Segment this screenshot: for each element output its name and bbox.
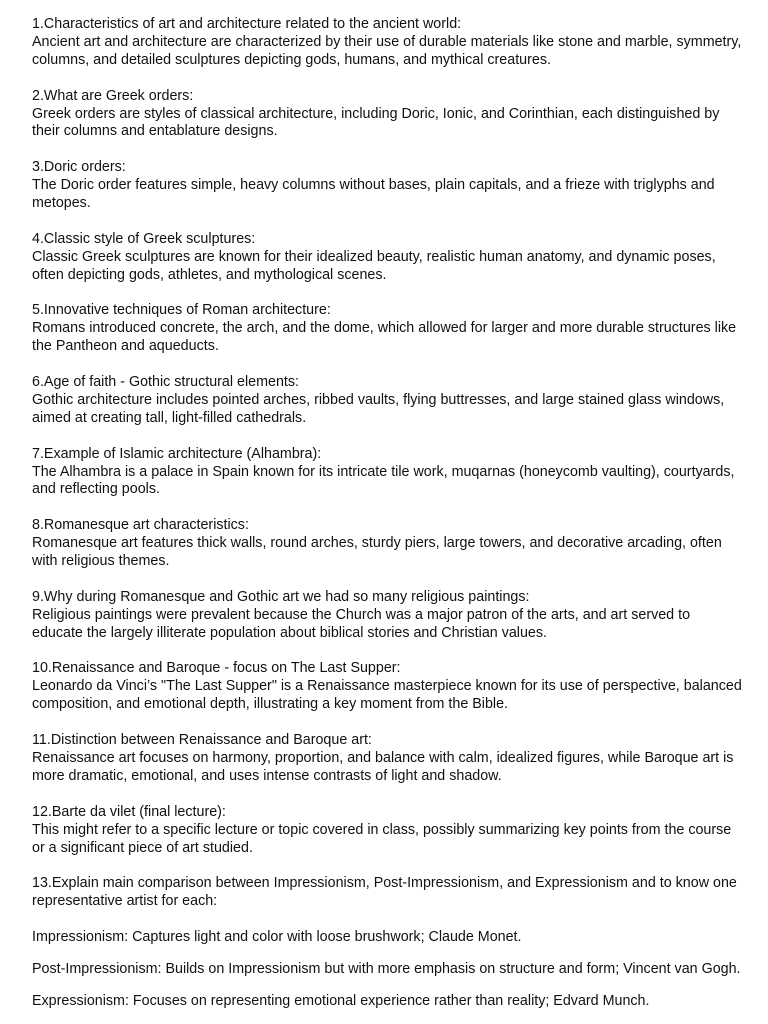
section-13 bbox=[32, 875, 744, 1011]
answer-11: Renaissance art focuses on harmony, proportion, and balance with calm, idealized figures, while Baroque art is more dramatic, emotional, and uses intense contrasts of light and shadow. bbox=[32, 750, 734, 784]
section-1 bbox=[32, 16, 744, 70]
answer-9: Religious paintings were prevalent because the Church was a major patron of the arts, and art served to educate the largely illiterate population about biblical stories and Christian values. bbox=[32, 606, 691, 641]
answer-3: The Doric order features simple, heavy columns without bases, plain capitals, and a frieze with triglyphs and metopes. bbox=[32, 177, 715, 212]
answer-12: This might refer to a specific lecture or topic covered in class, possibly summarizing key points from the course or a significant piece of art studied. bbox=[32, 821, 732, 856]
question-2: 2.What are Greek orders: bbox=[32, 87, 194, 104]
question-12: 12.Barte da vilet (final lecture): bbox=[32, 803, 226, 820]
expressionism-item: Expressionism: Focuses on representing emotional experience rather than reality; Edvard Munch. bbox=[32, 993, 650, 1010]
section-8 bbox=[32, 517, 744, 571]
question-10: 10.Renaissance and Baroque - focus on The Last Supper: bbox=[32, 660, 401, 677]
answer-4: Classic Greek sculptures are known for their idealized beauty, realistic human anatomy, and dynamic poses, often depicting gods, athletes, and mythological scenes. bbox=[32, 248, 716, 283]
question-4: 4.Classic style of Greek sculptures: bbox=[32, 230, 256, 247]
question-3: 3.Doric orders: bbox=[32, 159, 126, 176]
answer-6: Gothic architecture includes pointed arches, ribbed vaults, flying buttresses, and large stained glass windows, aimed at creating tall, light-filled cathedrals. bbox=[32, 391, 725, 426]
section-10 bbox=[32, 660, 744, 714]
question-9: 9.Why during Romanesque and Gothic art we had so many religious paintings: bbox=[32, 588, 530, 605]
section-5 bbox=[32, 302, 744, 356]
answer-10: Leonardo da Vinci’s "The Last Supper" is a Renaissance masterpiece known for its use of perspective, balanced composition, and emotional depth, illustrating a key moment from the Bible. bbox=[32, 678, 742, 713]
answer-2: Greek orders are styles of classical architecture, including Doric, Ionic, and Corinthian, each distinguished by their columns and entablature designs. bbox=[32, 105, 720, 140]
section-9 bbox=[32, 589, 744, 643]
question-13: 13.Explain main comparison between Impressionism, Post-Impressionism, and Expressionism and to know one representative artist for each: bbox=[32, 875, 737, 910]
answer-7: The Alhambra is a palace in Spain known for its intricate tile work, muqarnas (honeycomb vaulting), courtyards, and reflecting pools. bbox=[32, 463, 735, 498]
answer-8: Romanesque art features thick walls, round arches, sturdy piers, large towers, and decorative arcading, often with religious themes. bbox=[32, 535, 722, 570]
section-2 bbox=[32, 88, 744, 142]
section-11 bbox=[32, 732, 744, 786]
question-8: 8.Romanesque art characteristics: bbox=[32, 517, 249, 534]
question-1: 1.Characteristics of art and architecture related to the ancient world: bbox=[32, 16, 462, 32]
section-4 bbox=[32, 231, 744, 285]
section-12 bbox=[32, 804, 744, 858]
section-7 bbox=[32, 446, 744, 500]
post-impressionism-item: Post-Impressionism: Builds on Impressionism but with more emphasis on structure and form; Vincent van Gogh. bbox=[32, 961, 741, 978]
section-3 bbox=[32, 159, 744, 213]
question-5: 5.Innovative techniques of Roman architecture: bbox=[32, 302, 331, 319]
question-6: 6.Age of faith - Gothic structural elements: bbox=[32, 374, 299, 391]
question-7: 7.Example of Islamic architecture (Alhambra): bbox=[32, 445, 322, 462]
impressionism-item: Impressionism: Captures light and color with loose brushwork; Claude Monet. bbox=[32, 929, 522, 946]
answer-1: Ancient art and architecture are characterized by their use of durable materials like stone and marble, symmetry, columns, and detailed sculptures depicting gods, humans, and mythical creatures. bbox=[32, 33, 742, 68]
answer-5: Romans introduced concrete, the arch, and the dome, which allowed for larger and more durable structures like the Pantheon and aqueducts. bbox=[32, 320, 737, 355]
question-11: 11.Distinction between Renaissance and Baroque art: bbox=[32, 732, 372, 749]
section-6 bbox=[32, 374, 744, 428]
